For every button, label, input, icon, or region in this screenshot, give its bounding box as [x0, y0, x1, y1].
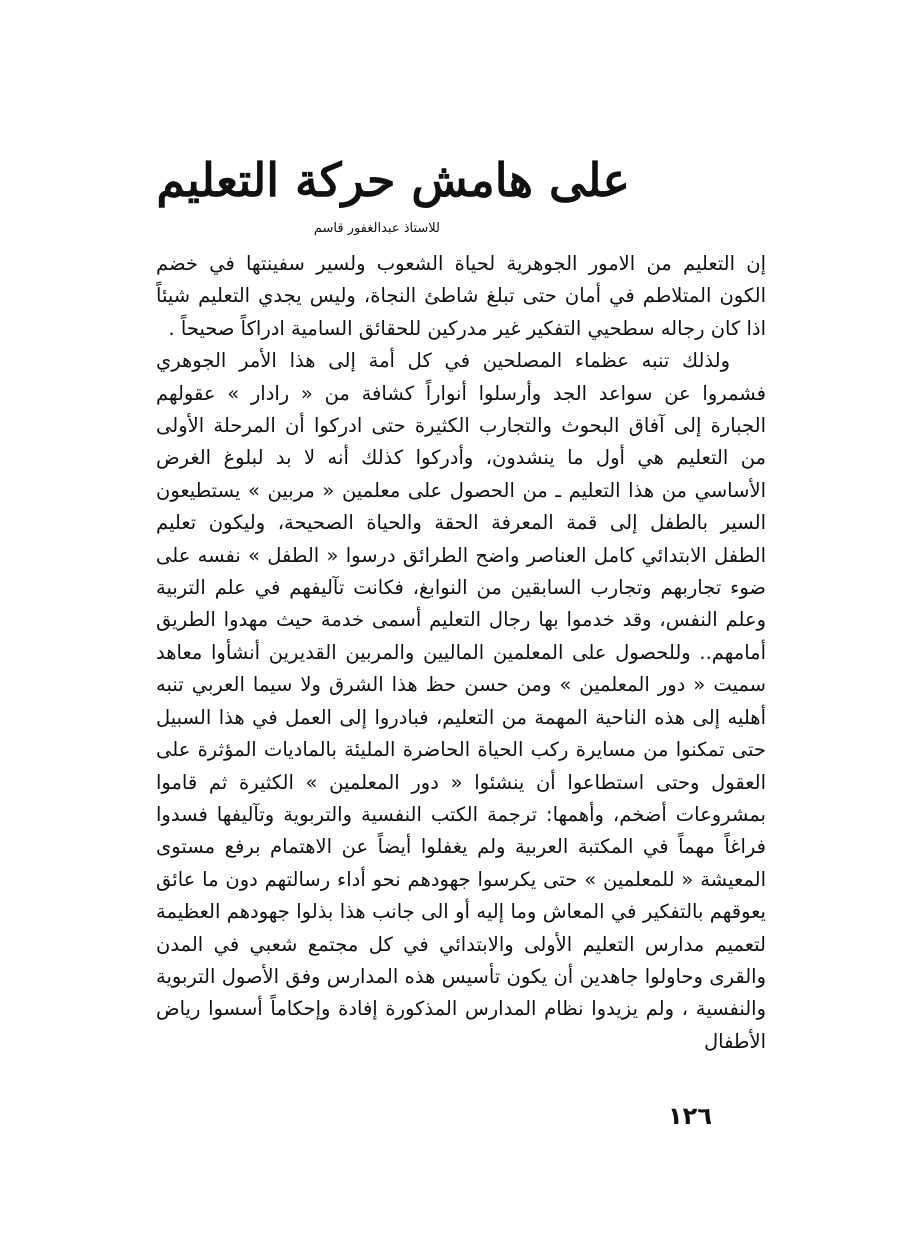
paragraph: ولذلك تنبه عظماء المصلحين في كل أمة إلى هذا الأمر الجوهري فشمروا عن سواعد الجد وأرسلوا أنواراً كشافة من « رادار » عقولهم الجبارة إلى آفاق البحوث والتجارب الكثيرة حتى ادركوا أن المرحلة الأولى من التعليم هي أول ما ينشدون، وأدركوا كذلك أنه لا بد لبلوغ الغرض الأساسي من هذا التعليم ـ من الحصول على معلمين « مربين » يستطيعون السير بالطفل إلى قمة المعرفة الحقة والحياة الصحيحة، وليكون تعليم الطفل الابتدائي كامل العناصر واضح الطرائق درسوا « الطفل » نفسه على ضوء تجاربهم وتجارب السابقين من النوابغ، فكانت تآليفهم في علم التربية وعلم النفس، وقد خدموا بها رجال التعليم أسمى خدمة حيث مهدوا الطريق أمامهم.. وللحصول على المعلمين الماليين والمربين القديرين أنشأوا معاهد سميت « دور المعلمين » ومن حسن حظ هذا الشرق ولا سيما العربي تنبه أهليه إلى هذه الناحية المهمة من التعليم، فبادروا إلى العمل في هذا السبيل حتى تمكنوا من مسايرة ركب الحياة الحاضرة المليئة بالماديات المؤثرة على العقول وحتى استطاعوا أن ينشئوا « دور المعلمين » الكثيرة ثم قاموا بمشروعات أضخم، وأهمها: ترجمة الكتب النفسية والتربوية وتآليفها فسدوا فراغاً مهماً في المكتبة العربية ولم يغفلوا أيضاً عن الاهتمام برفع مستوى المعيشة « للمعلمين » حتى يكرسوا جهودهم نحو أداء رسالتهم دون ما عائق يعوقهم بالتفكير في المعاش وما إليه أو الى جانب هذا بذلوا جهودهم العظيمة لتعميم مدارس التعليم الأولى والابتدائي في كل مجتمع شعبي في المدن والقرى وحاولوا جاهدين أن يكون تأسيس هذه المدارس وفق الأصول التربوية والنفسية ، ولم يزيدوا نظام المدارس المذكورة إفادة وإحكاماً أسسوا رياض الأطفال	[156, 349, 766, 1053]
paragraph: إن التعليم من الامور الجوهرية لحياة الشعوب ولسير سفينتها في خضم الكون المتلاطم في أمان حتى تبلغ شاطئ النجاة، وليس يجدي التعليم شيئاً اذا كان رجاله سطحيي التفكير غير مدركين للحقائق السامية ادراكاً صحيحاً .	[156, 252, 766, 340]
author-byline: للاستاذ عبدالغفور قاسم	[313, 221, 440, 236]
article-title: على هامش حركة التعليم	[156, 153, 630, 207]
article-body	[156, 248, 766, 1058]
page-number: ١٢٦	[668, 1102, 712, 1130]
